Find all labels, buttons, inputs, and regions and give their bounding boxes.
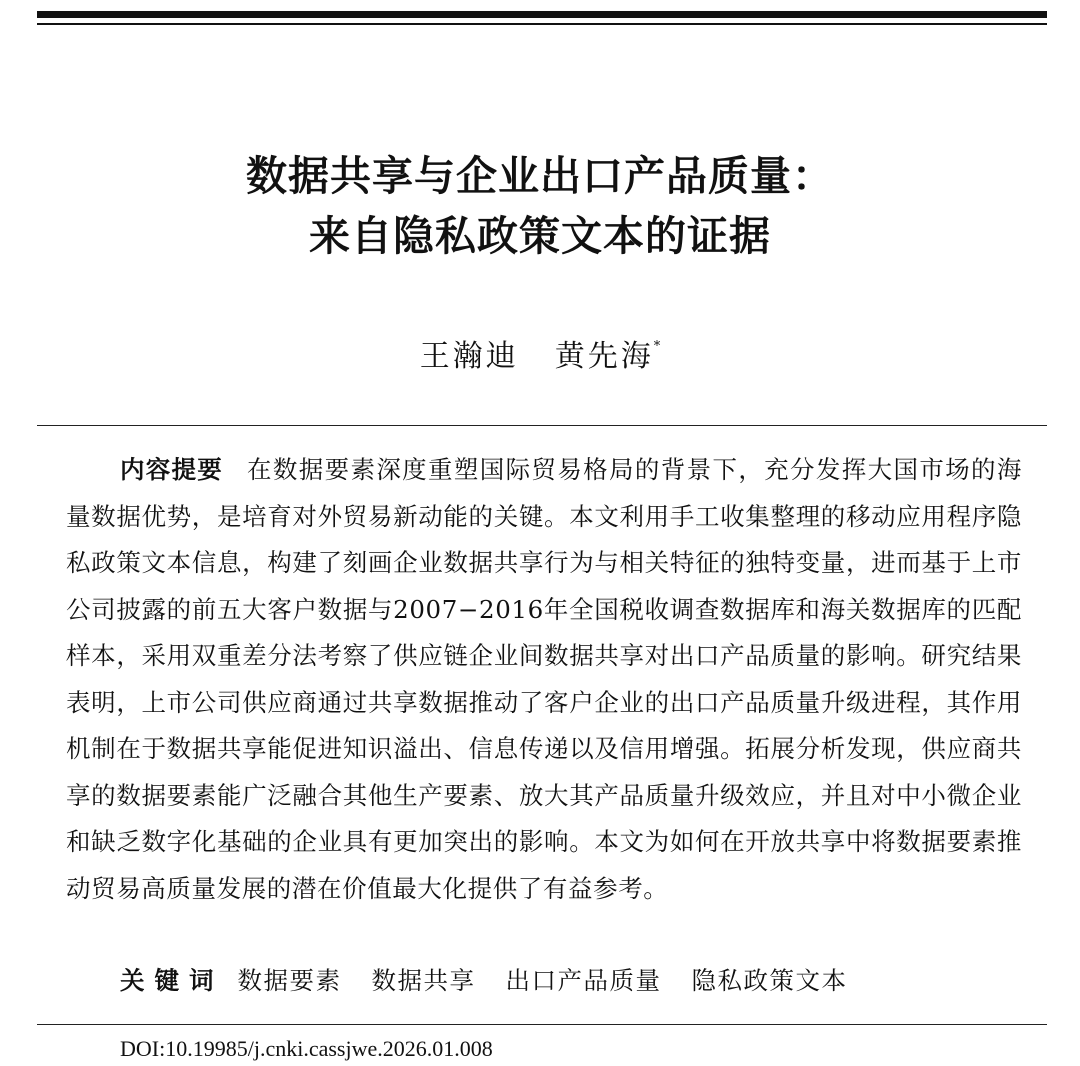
header-rule-thick: [37, 11, 1047, 18]
keywords-line: [120, 958, 878, 1004]
author-list: [0, 322, 1080, 382]
footer-rule: [37, 1024, 1047, 1025]
abstract-label: 内容提要: [120, 455, 224, 484]
title-line-1: 数据共享与企业出口产品质量：: [246, 152, 834, 200]
abstract-paragraph: [66, 447, 1022, 912]
header-rule-thin: [37, 23, 1047, 25]
doi-text: DOI:10.19985/j.cnki.cassjwe.2026.01.008: [120, 1036, 493, 1061]
keyword-item: 数据要素: [237, 966, 342, 995]
keywords-label: 关键词: [120, 966, 224, 995]
title-line-2: 来自隐私政策文本的证据: [309, 212, 771, 260]
abstract-text: 在数据要素深度重塑国际贸易格局的背景下，充分发挥大国市场的海量数据优势，是培育对外贸易新动能的关键。本文利用手工收集整理的移动应用程序隐私政策文本信息，构建了刻画企业数据共享行为与相关特征的独特变量，进而基于上市公司披露的前五大客户数据与2007−2016年全国税收调查数据库和海关数据库的匹配样本，采用双重差分法考察了供应链企业间数据共享对出口产品质量的影响。研究结果表明，上市公司供应商通过共享数据推动了客户企业的出口产品质量升级进程，其作用机制在于数据共享能促进知识溢出、信息传递以及信用增强。拓展分析发现，供应商共享的数据要素能广泛融合其他生产要素、放大其产品质量升级效应，并且对中小微企业和缺乏数字化基础的企业具有更加突出的影响。本文为如何在开放共享中将数据要素推动贸易高质量发展的潜在价值最大化提供了有益参考。: [66, 455, 1022, 903]
keyword-item: 数据共享: [371, 966, 476, 995]
author-second: 黄先海: [554, 339, 654, 374]
author-first: 王瀚迪: [419, 339, 519, 374]
keyword-item: 出口产品质量: [505, 966, 662, 995]
keyword-item: 隐私政策文本: [691, 966, 848, 995]
corresponding-author-mark: *: [653, 339, 661, 354]
abstract-top-rule: [37, 425, 1047, 426]
paper-title: [0, 146, 1080, 266]
